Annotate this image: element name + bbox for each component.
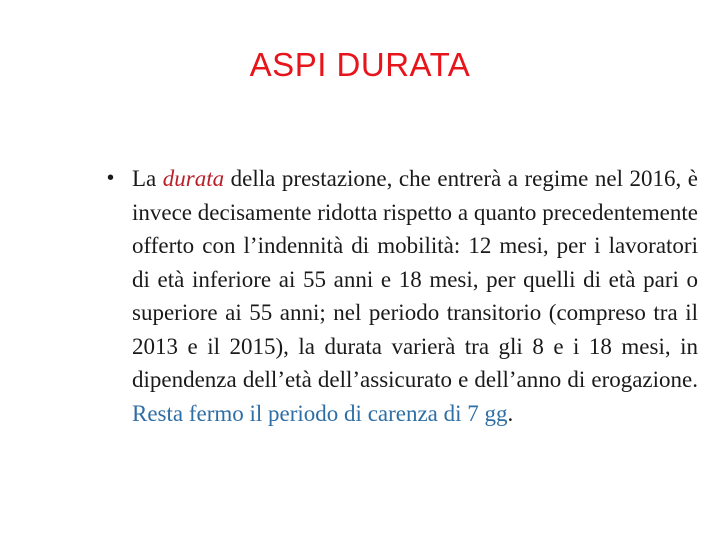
slide-title: ASPI DURATA xyxy=(249,46,471,83)
bullet-list xyxy=(107,162,698,430)
bullet-item xyxy=(107,162,698,430)
highlight-word: durata xyxy=(162,166,225,191)
bullet-marker: • xyxy=(107,167,115,189)
bullet-text-main: della prestazione, che entrerà a regime nel 2016, è invece decisamente ridotta rispetto a quanto precedentemente offerto con l’indennità di mobilità: 12 mesi, per i lavoratori di età inferiore ai 55 anni e 18 mesi, per quelli di età pari o superiore ai 55 anni; nel periodo transitorio (compreso tra il 2013 e il 2015), la durata varierà tra gli 8 e i 18 mesi, in dipendenza dell’età dell’assicurato e dell’anno di erogazione. xyxy=(132,166,698,392)
bullet-text-blue: Resta fermo il periodo di carenza di 7 gg xyxy=(132,400,508,426)
bullet-text-start: La xyxy=(132,166,163,191)
bullet-text-end: . xyxy=(507,400,514,426)
